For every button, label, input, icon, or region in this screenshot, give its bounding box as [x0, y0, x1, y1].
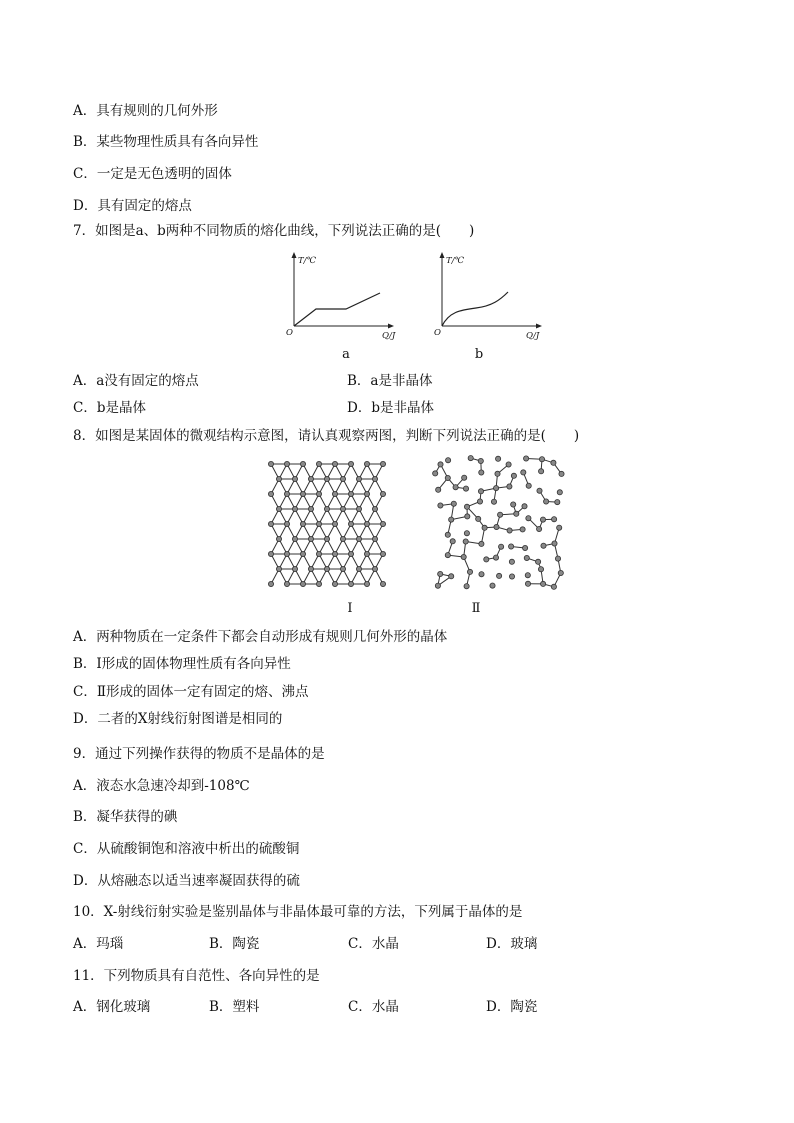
q10-option-a: A．玛瑙	[73, 936, 124, 952]
atom	[372, 476, 377, 481]
atom	[284, 581, 289, 586]
atom	[445, 475, 450, 480]
atom	[332, 521, 337, 526]
atom	[268, 581, 273, 586]
atom	[524, 555, 529, 560]
q11-stem: 11．下列物质具有自范性、各向异性的是	[73, 968, 320, 984]
atom	[540, 517, 545, 522]
atom	[364, 581, 369, 586]
atom	[526, 483, 531, 488]
atom	[463, 539, 468, 544]
atom	[372, 566, 377, 571]
atom	[557, 490, 562, 495]
q7b-origin: O	[434, 328, 441, 338]
atom	[438, 462, 443, 467]
q7-stem-text: 7．如图是a、b两种不同物质的熔化曲线，下列说法正确的是(	[73, 223, 442, 239]
atom	[308, 506, 313, 511]
atom	[284, 521, 289, 526]
q9-option-c: C．从硫酸铜饱和溶液中析出的硫酸铜	[73, 841, 300, 857]
atom	[468, 456, 473, 461]
atom	[506, 462, 511, 467]
atom	[292, 506, 297, 511]
atom	[451, 501, 456, 506]
atom	[372, 536, 377, 541]
atom	[316, 521, 321, 526]
q8-stem	[73, 427, 579, 445]
atom	[433, 471, 438, 476]
atom	[478, 489, 483, 494]
q7a-origin: O	[286, 328, 293, 338]
q11-option-b: B．塑料	[209, 999, 260, 1015]
atom	[324, 476, 329, 481]
atom	[463, 486, 468, 491]
atom	[509, 544, 514, 549]
atom	[497, 573, 502, 578]
atom	[521, 470, 526, 475]
atom	[507, 528, 512, 533]
atom	[511, 502, 516, 507]
atom	[372, 506, 377, 511]
atom	[438, 571, 443, 576]
atom	[494, 486, 499, 491]
atom	[276, 506, 281, 511]
atom	[284, 551, 289, 556]
q10-option-c: C．水晶	[348, 936, 399, 952]
atom	[380, 581, 385, 586]
atom	[490, 583, 495, 588]
atom	[495, 471, 500, 476]
atom	[268, 491, 273, 496]
atom	[356, 476, 361, 481]
atom	[558, 570, 563, 575]
q7a-ylabel: T/℃	[298, 256, 317, 266]
q7b-xlabel: Q/J	[526, 331, 540, 341]
atom	[555, 556, 560, 561]
atom	[308, 566, 313, 571]
q6-option-c: C．一定是无色透明的固体	[73, 166, 232, 182]
atom	[316, 461, 321, 466]
atom	[276, 476, 281, 481]
atom	[348, 461, 353, 466]
atom	[364, 491, 369, 496]
q11-option-a: A．钢化玻璃	[73, 999, 151, 1015]
atom	[435, 583, 440, 588]
atom	[551, 460, 556, 465]
atom	[526, 516, 531, 521]
atom	[477, 499, 482, 504]
atom	[555, 500, 560, 505]
q8-option-c: C．Ⅱ形成的固体一定有固定的熔、沸点	[73, 684, 309, 700]
atom	[340, 536, 345, 541]
atom	[348, 551, 353, 556]
q10-stem: 10．X-射线衍射实验是鉴别晶体与非晶体最可靠的方法，下列属于晶体的是	[73, 904, 523, 920]
atom	[332, 581, 337, 586]
atom	[493, 555, 498, 560]
q8-option-d: D．二者的X射线衍射图谱是相同的	[73, 711, 283, 727]
atom	[300, 521, 305, 526]
atom	[300, 581, 305, 586]
atom	[332, 461, 337, 466]
atom	[316, 581, 321, 586]
atom	[268, 521, 273, 526]
atom	[523, 545, 528, 550]
atom	[482, 525, 487, 530]
q6-option-b: B．某些物理性质具有各向异性	[73, 134, 259, 150]
q7-caption-a: a	[342, 347, 350, 362]
atom	[464, 531, 469, 536]
atom	[539, 457, 544, 462]
atom	[284, 491, 289, 496]
q7-option-a: A．a没有固定的熔点	[73, 373, 199, 389]
atom	[537, 526, 542, 531]
q6-option-a: A．具有规则的几何外形	[73, 103, 218, 119]
atom	[479, 572, 484, 577]
q8-caption-II: Ⅱ	[471, 601, 481, 616]
q9-option-d: D．从熔融态以适当速率凝固获得的硫	[73, 873, 300, 889]
q9-option-a: A．液态水急速冷却到-108℃	[73, 778, 250, 794]
atom	[300, 491, 305, 496]
atom	[514, 511, 519, 516]
q8-paren-close: )	[573, 428, 580, 444]
atom	[464, 504, 469, 509]
atom	[507, 484, 512, 489]
atom	[450, 539, 455, 544]
q7-option-d: D．b是非晶体	[347, 400, 434, 416]
atom	[484, 557, 489, 562]
atom	[348, 581, 353, 586]
q10-option-b: B．陶瓷	[209, 936, 260, 952]
atom	[476, 516, 481, 521]
atom	[292, 536, 297, 541]
atom	[348, 521, 353, 526]
atom	[559, 471, 564, 476]
atom	[491, 499, 496, 504]
atom	[340, 476, 345, 481]
atom	[276, 536, 281, 541]
atom	[356, 536, 361, 541]
atom	[436, 487, 441, 492]
atom	[464, 584, 469, 589]
atom	[356, 566, 361, 571]
q8-stem-text: 8．如图是某固体的微观结构示意图，请认真观察两图，判断下列说法正确的是(	[73, 428, 546, 444]
atom	[438, 503, 443, 508]
atom	[541, 543, 546, 548]
q9-stem: 9．通过下列操作获得的物质不是晶体的是	[73, 746, 325, 762]
atom	[340, 506, 345, 511]
atom	[364, 461, 369, 466]
atom	[557, 525, 562, 530]
q8-option-a: A．两种物质在一定条件下都会自动形成有规则几何外形的晶体	[73, 629, 448, 645]
atom	[276, 566, 281, 571]
q7-option-b: B．a是非晶体	[347, 373, 433, 389]
atom	[348, 491, 353, 496]
atom	[324, 566, 329, 571]
q10-option-d: D．玻璃	[486, 936, 538, 952]
atom	[300, 551, 305, 556]
atom	[539, 469, 544, 474]
atom	[449, 574, 454, 579]
atom	[498, 512, 503, 517]
q9-option-b: B．凝华获得的碘	[73, 809, 178, 825]
atom	[308, 476, 313, 481]
atom	[453, 485, 458, 490]
atom	[332, 551, 337, 556]
atom	[308, 536, 313, 541]
atom	[461, 554, 466, 559]
atom	[445, 553, 450, 558]
q7-paren-close: )	[469, 223, 475, 239]
q8-figure-amorphous-network	[432, 456, 564, 590]
atom	[380, 461, 385, 466]
atom	[284, 461, 289, 466]
atom	[316, 491, 321, 496]
atom	[446, 458, 451, 463]
atom	[551, 584, 556, 589]
atom	[268, 461, 273, 466]
atom	[449, 517, 454, 522]
atom	[525, 573, 530, 578]
q11-option-c: C．水晶	[348, 999, 399, 1015]
atom	[292, 566, 297, 571]
atom	[300, 461, 305, 466]
q6-option-d: D．具有固定的熔点	[73, 198, 192, 214]
atom	[524, 456, 529, 461]
q7b-ylabel: T/℃	[446, 256, 465, 266]
atom	[364, 551, 369, 556]
atom	[525, 581, 530, 586]
atom	[538, 567, 543, 572]
atom	[536, 559, 541, 564]
atom	[509, 574, 514, 579]
q11-option-d: D．陶瓷	[486, 999, 538, 1015]
atom	[380, 521, 385, 526]
atom	[494, 524, 499, 529]
atom	[541, 581, 546, 586]
atom	[544, 499, 549, 504]
atom	[478, 458, 483, 463]
q7-stem	[73, 222, 474, 240]
atom	[462, 475, 467, 480]
atom	[509, 559, 514, 564]
atom	[340, 566, 345, 571]
atom	[496, 456, 501, 461]
atom	[552, 541, 557, 546]
atom	[499, 544, 504, 549]
atom	[479, 470, 484, 475]
atom	[324, 536, 329, 541]
q8-figure-crystal-lattice	[265, 458, 393, 590]
atom	[511, 473, 516, 478]
atom	[332, 491, 337, 496]
atom	[520, 527, 525, 532]
atom	[522, 504, 527, 509]
q7-option-c: C．b是晶体	[73, 400, 146, 416]
q8-caption-I: Ⅰ	[347, 601, 353, 616]
atom	[465, 514, 470, 519]
atom	[479, 541, 484, 546]
q8-option-b: B．Ⅰ形成的固体物理性质有各向异性	[73, 656, 291, 672]
atom	[324, 506, 329, 511]
atom	[268, 551, 273, 556]
atom	[356, 506, 361, 511]
atom	[364, 521, 369, 526]
atom	[292, 476, 297, 481]
atom	[380, 491, 385, 496]
atom	[380, 551, 385, 556]
q7-figure-a	[286, 252, 406, 342]
atom	[552, 517, 557, 522]
atom	[445, 532, 450, 537]
atom	[537, 488, 542, 493]
atom	[467, 569, 472, 574]
q7-caption-b: b	[474, 347, 484, 362]
atom	[316, 551, 321, 556]
q7-figure-b	[434, 252, 554, 342]
q7a-xlabel: Q/J	[382, 331, 396, 341]
